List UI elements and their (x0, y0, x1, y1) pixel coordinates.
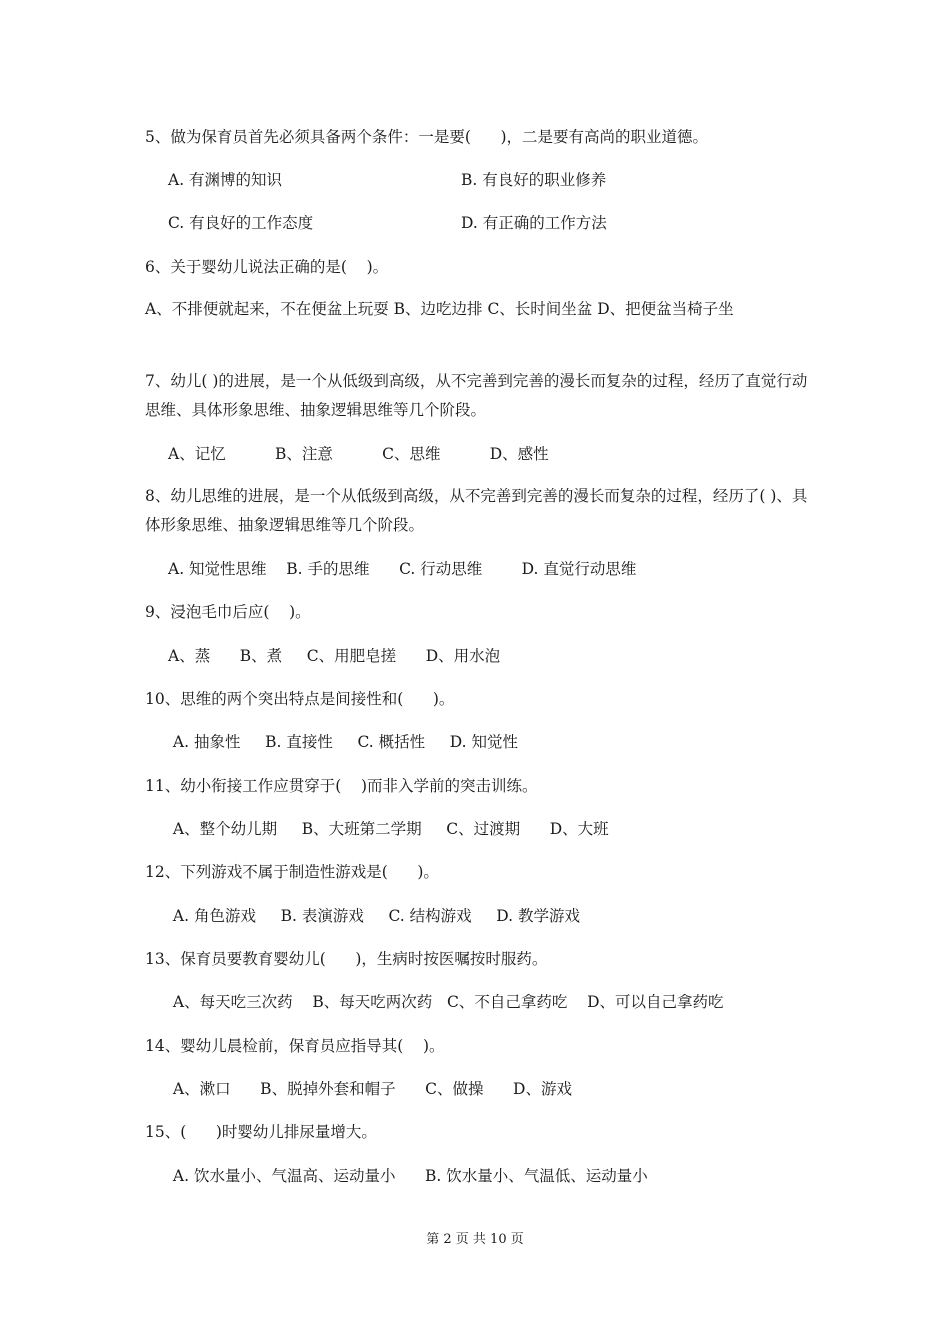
question-11-options: A、整个幼儿期 B、大班第二学期 C、过渡期 D、大班 (168, 820, 609, 838)
page-number-footer: 第 2 页 共 10 页 (426, 1232, 524, 1247)
question-13-text: 13、保育员要教育婴幼儿( )，生病时按医嘱按时服药。 (145, 950, 548, 968)
question-5-text: 5、做为保育员首先必须具备两个条件：一是要( )，二是要有高尚的职业道德。 (145, 128, 709, 146)
question-6-text: 6、关于婴幼儿说法正确的是( )。 (145, 258, 389, 276)
question-11-text: 11、幼小衔接工作应贯穿于( )而非入学前的突击训练。 (145, 777, 538, 795)
question-8-options: A. 知觉性思维 B. 手的思维 C. 行动思维 D. 直觉行动思维 (168, 560, 637, 578)
question-10-text: 10、思维的两个突出特点是间接性和( )。 (145, 690, 455, 708)
question-12-text: 12、下列游戏不属于制造性游戏是( )。 (145, 863, 439, 881)
question-14-options: A、漱口 B、脱掉外套和帽子 C、做操 D、游戏 (168, 1080, 572, 1098)
question-5-option-d: D. 有正确的工作方法 (461, 214, 607, 232)
question-15-text: 15、( )时婴幼儿排尿量增大。 (145, 1123, 377, 1141)
question-8-text: 8、幼儿思维的进展，是一个从低级到高级，从不完善到完善的漫长而复杂的过程，经历了( )、具体形象思维、抽象逻辑思维等几个阶段。 (145, 487, 808, 534)
question-6-options: A、不排便就起来，不在便盆上玩耍 B、边吃边排 C、长时间坐盆 D、把便盆当椅子坐 (145, 300, 734, 318)
question-5-option-b: B. 有良好的职业修养 (461, 171, 607, 189)
question-7-options: A、记忆 B、注意 C、思维 D、感性 (168, 445, 549, 463)
question-15-options: A. 饮水量小、气温高、运动量小 B. 饮水量小、气温低、运动量小 (168, 1167, 648, 1185)
question-13-options: A、每天吃三次药 B、每天吃两次药 C、不自己拿药吃 D、可以自己拿药吃 (168, 993, 724, 1011)
question-7-text: 7、幼儿( )的进展，是一个从低级到高级，从不完善到完善的漫长而复杂的过程，经历了直觉行动思维、具体形象思维、抽象逻辑思维等几个阶段。 (145, 372, 808, 419)
question-9-options: A、蒸 B、煮 C、用肥皂搓 D、用水泡 (168, 647, 501, 665)
question-9-text: 9、浸泡毛巾后应( )。 (145, 603, 311, 621)
question-10-options: A. 抽象性 B. 直接性 C. 概括性 D. 知觉性 (168, 733, 519, 751)
question-14-text: 14、婴幼儿晨检前，保育员应指导其( )。 (145, 1037, 445, 1055)
question-5-option-c: C. 有良好的工作态度 (168, 214, 314, 232)
question-5-option-a: A. 有渊博的知识 (168, 171, 283, 189)
question-12-options: A. 角色游戏 B. 表演游戏 C. 结构游戏 D. 教学游戏 (168, 907, 581, 925)
